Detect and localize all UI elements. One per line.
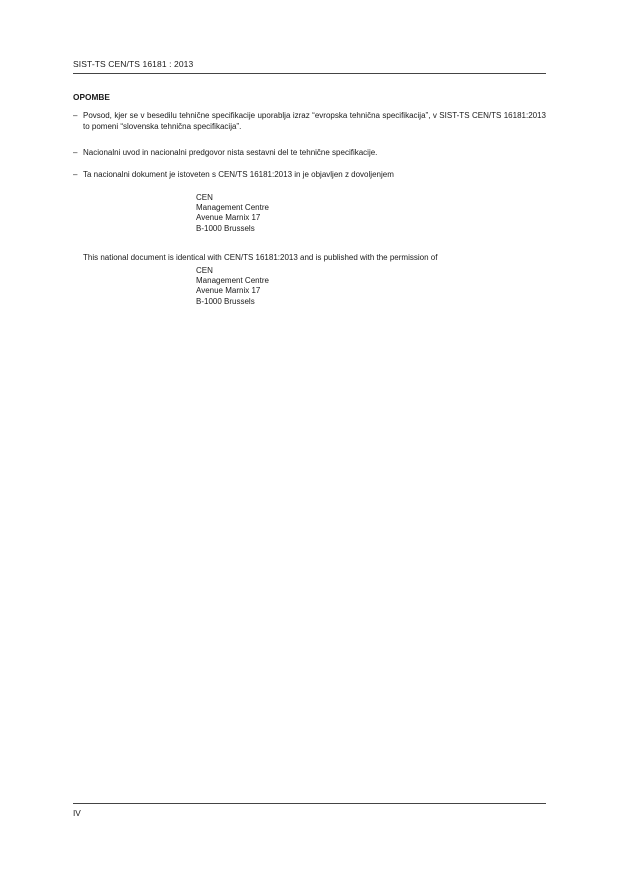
header-divider <box>73 73 546 74</box>
footer-divider <box>73 803 546 804</box>
address-line: Avenue Marnix 17 <box>196 286 261 296</box>
note-dash: – <box>73 111 78 120</box>
address-line: B-1000 Brussels <box>196 223 255 233</box>
page-number: IV <box>73 808 81 818</box>
address-line: CEN <box>196 266 213 275</box>
note-text: Povsod, kjer se v besedilu tehnične specifikacije uporablja izraz “evropska tehnična specifikacija”, v SIST-TS CEN/TS 16181:2013 to pomeni “slovenska tehnična specifikacija”. <box>83 111 546 131</box>
address-line: Avenue Marnix 17 <box>196 213 261 223</box>
note-text: Nacionalni uvod in nacionalni predgovor nista sestavni del te tehnične specifikacije. <box>83 148 378 157</box>
address-block-si <box>196 193 269 234</box>
note-text: Ta nacionalni dokument je istoveten s CEN/TS 16181:2013 in je objavljen z dovoljenjem <box>83 170 394 179</box>
address-line: Management Centre <box>196 276 269 286</box>
document-header-id: SIST-TS CEN/TS 16181 : 2013 <box>73 59 194 69</box>
address-block-en <box>196 266 269 307</box>
address-line: Management Centre <box>196 203 269 213</box>
english-statement: This national document is identical with CEN/TS 16181:2013 and is published with the permission of <box>83 253 438 262</box>
address-line: CEN <box>196 193 213 202</box>
note-item-3 <box>73 170 546 181</box>
note-item-1 <box>73 111 546 132</box>
note-item-2 <box>73 148 546 159</box>
note-dash: – <box>73 148 78 157</box>
address-line: B-1000 Brussels <box>196 296 255 306</box>
notes-heading: OPOMBE <box>73 92 110 102</box>
note-dash: – <box>73 170 78 179</box>
